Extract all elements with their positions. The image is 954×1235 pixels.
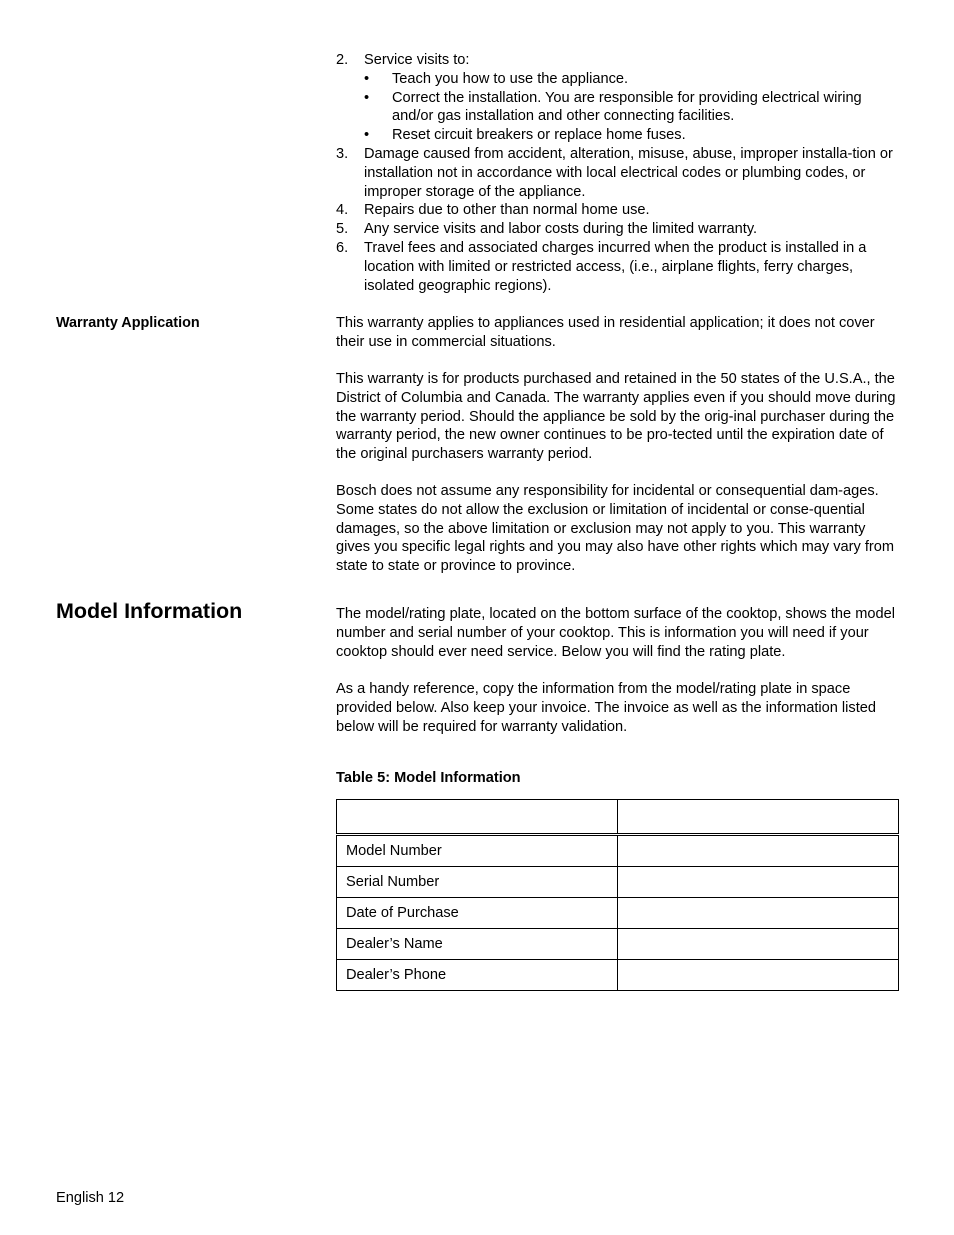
row-label: Dealer’s Name [337,929,618,960]
list-item-number: 4. [336,202,349,219]
bullet-text: Reset circuit breakers or replace home fuses. [392,127,686,144]
bullet-glyph: • [364,127,370,144]
bullet-item [364,89,902,127]
list-item [336,145,902,201]
list-item-text: Damage caused from accident, alteration, misuse, abuse, improper installa-tion or installation not in accordance with local electrical codes or plumbing codes, or improper storage of the appliance. [364,145,893,200]
row-label: Date of Purchase [337,898,618,929]
bullet-glyph: • [364,70,370,87]
row-label: Dealer’s Phone [337,960,618,991]
bullet-item [364,126,902,145]
warranty-application-heading: Warranty Application [56,315,200,331]
row-value-field[interactable] [618,867,899,898]
header-cell [618,800,899,835]
list-item-number: 6. [336,239,349,256]
bullet-text: Teach you how to use the appliance. [392,70,629,87]
warranty-paragraph-2: This warranty is for products purchased and retained in the 50 states of the U.S.A., the District of Columbia and Canada. The warranty applies even if you should move during the warranty period. Should the appliance be sold by the orig-inal purchaser during the warranty period, the new owner continues to be pro-tected until the expiration date of the original purchasers warranty period. [336,371,896,463]
list-item [336,220,902,239]
table-row [337,898,899,929]
list-item-text: Service visits to: [364,52,470,68]
row-value-field[interactable] [618,898,899,929]
list-item-number: 2. [336,52,349,68]
table-row [337,929,899,960]
bullet-text: Correct the installation. You are responsible for providing electrical wiring and/or gas installation and other connecting facilities. [392,89,862,125]
warranty-paragraph-3: Bosch does not assume any responsibility for incidental or consequential dam-ages. Some states do not allow the exclusion or limitation of incidental or conse-quential damages, so the above limitation or exclusion may not apply to you. This warranty gives you specific legal rights and you may also have other rights which may vary from state to state or province to province. [336,483,895,575]
list-item [336,239,902,295]
page-footer: English 12 [56,1190,125,1206]
table-row [337,960,899,991]
row-label: Model Number [337,835,618,867]
bullet-glyph: • [364,89,370,106]
table-row [337,867,899,898]
table-row [337,835,899,867]
list-item-text: Travel fees and associated charges incurred when the product is installed in a location with limited or restricted access, (i.e., airplane flights, ferry charges, isolated geographic regions). [364,239,867,294]
header-cell [337,800,618,835]
warranty-paragraph-1: This warranty applies to appliances used in residential application; it does not cover their use in commercial situations. [336,315,875,350]
model-information-table [336,799,899,991]
model-information-title: Model Information [56,599,243,623]
list-item-text: Repairs due to other than normal home use. [364,202,650,219]
model-paragraph-2: As a handy reference, copy the information from the model/rating plate in space provided below. Also keep your invoice. The invoice as well as the information listed below will be required for warranty validation. [336,681,876,735]
list-item-text: Any service visits and labor costs during the limited warranty. [364,221,758,238]
list-item [336,51,902,145]
list-item-number: 5. [336,221,349,238]
row-label: Serial Number [337,867,618,898]
row-value-field[interactable] [618,929,899,960]
table-header-row [337,800,899,835]
service-visits-bullets [364,70,902,145]
table-caption: Table 5: Model Information [336,770,521,786]
exclusions-list [336,51,902,295]
row-value-field[interactable] [618,835,899,867]
list-item [336,201,902,220]
row-value-field[interactable] [618,960,899,991]
bullet-item [364,70,902,89]
list-item-number: 3. [336,145,349,162]
model-paragraph-1: The model/rating plate, located on the bottom surface of the cooktop, shows the model number and serial number of your cooktop. This is information you will need if your cooktop should ever need service. Below you will find the rating plate. [336,606,895,660]
